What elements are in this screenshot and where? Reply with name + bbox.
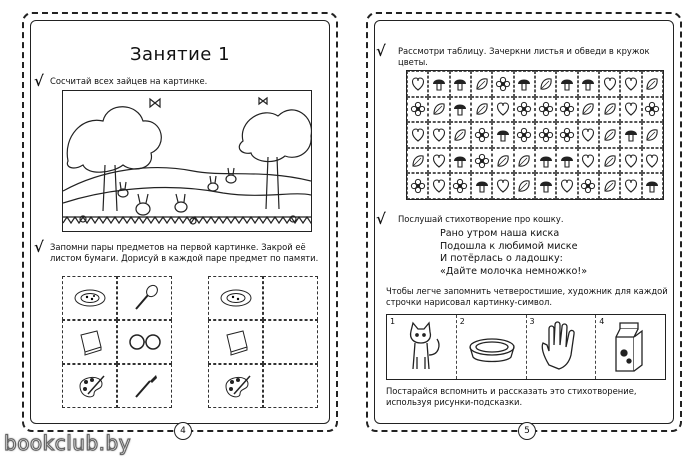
task-symbol-table: Рассмотри таблицу. Зачеркни листья и обведи в кружок цветы. <box>398 46 650 67</box>
task-remember-pairs: Запомни пары предметов на первой картинке. Закрой её листом бумаги. Дорисуй в каждой паре предмет по памяти. <box>50 242 319 263</box>
hint-card <box>596 315 665 379</box>
heart-icon[interactable] <box>578 148 599 174</box>
mushroom-icon[interactable] <box>428 71 449 97</box>
landscape-illustration <box>63 91 311 231</box>
mushroom-icon[interactable] <box>642 173 663 199</box>
poem-line: «Дайте молочка немножко!» <box>440 265 588 277</box>
heart-icon[interactable] <box>428 148 449 174</box>
card-number: 2 <box>459 317 465 326</box>
symbols-table <box>406 70 664 200</box>
poem-line: Рано утром наша киска <box>440 228 560 239</box>
leaf-icon[interactable] <box>642 122 663 148</box>
mushroom-icon[interactable] <box>450 71 471 97</box>
picture-hints-row <box>386 314 666 380</box>
flower-icon[interactable] <box>407 97 428 123</box>
task-symbols-explained: Чтобы легче запомнить четверостишие, художник для каждой строчки нарисовал картинку-символ. <box>386 286 668 307</box>
flower-icon[interactable] <box>514 97 535 123</box>
left-page <box>22 12 338 436</box>
spoon-icon <box>117 276 172 320</box>
mushroom-icon[interactable] <box>535 173 556 199</box>
flower-icon[interactable] <box>556 122 577 148</box>
heart-icon[interactable] <box>428 122 449 148</box>
flower-icon[interactable] <box>556 97 577 123</box>
hint-card <box>387 315 457 379</box>
flower-icon[interactable] <box>535 97 556 123</box>
hint-card <box>527 315 597 379</box>
empty-cell[interactable] <box>263 276 318 320</box>
mushroom-icon[interactable] <box>578 71 599 97</box>
mushroom-icon[interactable] <box>620 122 641 148</box>
heart-icon[interactable] <box>407 122 428 148</box>
brush-icon <box>117 364 172 408</box>
leaf-icon[interactable] <box>428 97 449 123</box>
rabbits-scene-picture <box>62 90 312 232</box>
flower-icon[interactable] <box>471 148 492 174</box>
leaf-icon[interactable] <box>514 148 535 174</box>
check-mark-icon: √ <box>34 72 44 90</box>
heart-icon[interactable] <box>642 148 663 174</box>
heart-icon[interactable] <box>578 122 599 148</box>
palm-icon <box>527 315 596 377</box>
mushroom-icon[interactable] <box>471 173 492 199</box>
bowl-icon <box>457 315 526 377</box>
book-icon <box>208 320 263 364</box>
mushroom-icon[interactable] <box>556 71 577 97</box>
mushroom-icon[interactable] <box>556 148 577 174</box>
pairs-grid-partial <box>208 276 318 408</box>
plate-icon <box>208 276 263 320</box>
check-mark-icon: √ <box>34 238 44 256</box>
empty-cell[interactable] <box>263 320 318 364</box>
leaf-icon[interactable] <box>599 173 620 199</box>
glasses-icon <box>117 320 172 364</box>
task-listen-poem: Послушай стихотворение про кошку. <box>398 214 564 224</box>
flower-icon[interactable] <box>471 122 492 148</box>
heart-icon[interactable] <box>620 97 641 123</box>
poem <box>440 228 660 278</box>
palette-icon <box>208 364 263 408</box>
palette-icon <box>62 364 117 408</box>
heart-icon[interactable] <box>492 97 513 123</box>
leaf-icon[interactable] <box>407 148 428 174</box>
card-number: 3 <box>529 317 535 326</box>
hint-card <box>457 315 527 379</box>
leaf-icon[interactable] <box>599 97 620 123</box>
heart-icon[interactable] <box>492 173 513 199</box>
leaf-icon[interactable] <box>450 122 471 148</box>
poem-line: Подошла к любимой миске <box>440 240 578 252</box>
heart-icon[interactable] <box>599 71 620 97</box>
watermark-logo: bookclub.by <box>4 431 132 455</box>
leaf-icon[interactable] <box>599 122 620 148</box>
check-mark-icon: √ <box>376 42 386 60</box>
leaf-icon[interactable] <box>492 148 513 174</box>
flower-icon[interactable] <box>514 122 535 148</box>
flower-icon[interactable] <box>450 173 471 199</box>
heart-icon[interactable] <box>407 71 428 97</box>
heart-icon[interactable] <box>428 173 449 199</box>
milk-carton-icon <box>596 315 665 377</box>
check-mark-icon: √ <box>376 210 386 228</box>
leaf-icon[interactable] <box>642 71 663 97</box>
leaf-icon[interactable] <box>578 97 599 123</box>
mushroom-icon[interactable] <box>535 148 556 174</box>
cat-icon <box>387 315 456 377</box>
poem-line: И потёрлась о ладошку: <box>440 253 563 264</box>
task-retell-poem: Постарайся вспомнить и рассказать это стихотворение, используя рисунки-подсказки. <box>386 386 637 407</box>
empty-cell[interactable] <box>263 364 318 408</box>
leaf-icon[interactable] <box>514 173 535 199</box>
leaf-icon[interactable] <box>471 71 492 97</box>
page-title: Занятие 1 <box>129 44 231 65</box>
flower-icon[interactable] <box>492 71 513 97</box>
mushroom-icon[interactable] <box>450 148 471 174</box>
flower-icon[interactable] <box>642 97 663 123</box>
heart-icon[interactable] <box>556 173 577 199</box>
heart-icon[interactable] <box>620 173 641 199</box>
mushroom-icon[interactable] <box>514 71 535 97</box>
book-icon <box>62 320 117 364</box>
page-number: 4 <box>174 422 192 440</box>
plate-icon <box>62 276 117 320</box>
heart-icon[interactable] <box>620 148 641 174</box>
flower-icon[interactable] <box>578 173 599 199</box>
leaf-icon[interactable] <box>535 71 556 97</box>
task-count-rabbits: Сосчитай всех зайцев на картинке. <box>50 76 208 86</box>
card-number: 4 <box>599 317 605 326</box>
pairs-grid-full <box>62 276 172 408</box>
page-number: 5 <box>518 422 536 440</box>
card-number: 1 <box>390 317 396 326</box>
heart-icon[interactable] <box>620 71 641 97</box>
flower-icon[interactable] <box>407 173 428 199</box>
right-page <box>366 12 682 436</box>
flower-icon[interactable] <box>535 122 556 148</box>
leaf-icon[interactable] <box>599 148 620 174</box>
mushroom-icon[interactable] <box>492 122 513 148</box>
leaf-icon[interactable] <box>471 97 492 123</box>
mushroom-icon[interactable] <box>450 97 471 123</box>
